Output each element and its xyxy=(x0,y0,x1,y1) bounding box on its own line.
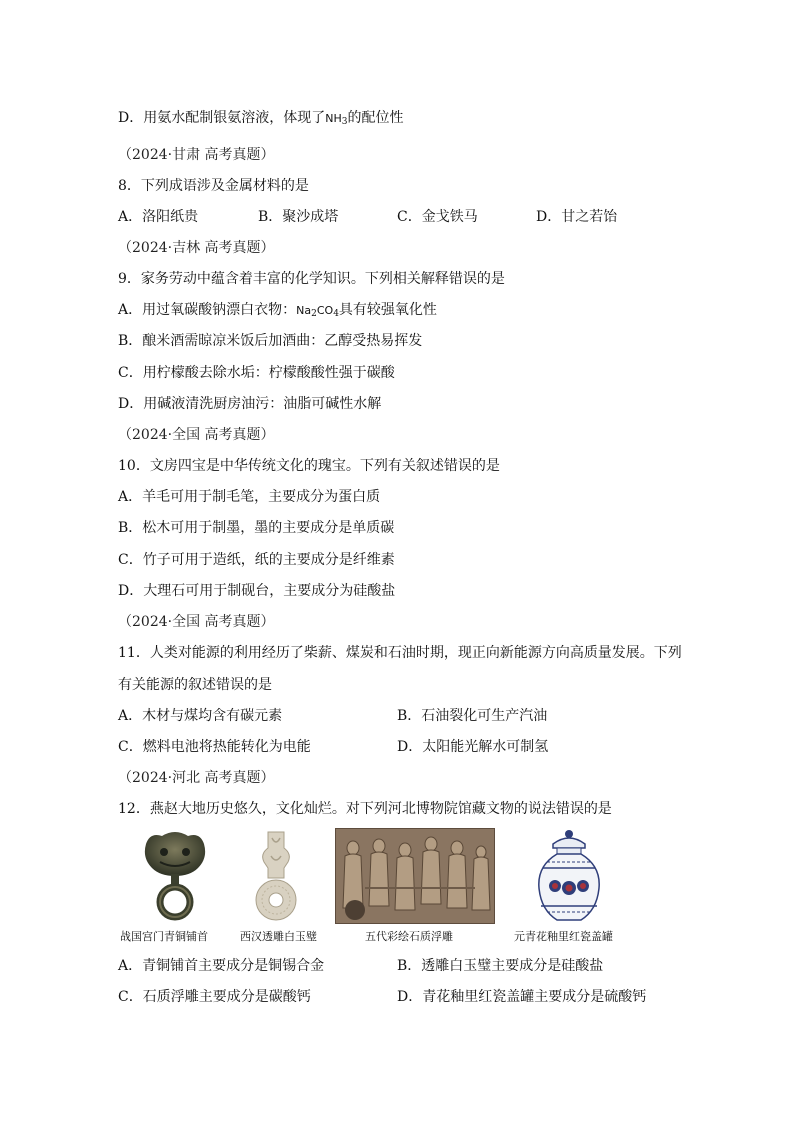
q11-stem-line2: 有关能源的叙述错误的是 xyxy=(118,677,272,693)
q9-option-a-text: A．用过氧碳酸钠漂白衣物： xyxy=(118,302,297,318)
caption-stone-relief: 五代彩绘石质浮雕 xyxy=(365,930,453,943)
chem-sub: 2 xyxy=(311,309,317,319)
q9-option-d: D．用碱液清洗厨房油污：油脂可碱性水解 xyxy=(118,396,382,412)
q9-stem: 9．家务劳动中蕴含着丰富的化学知识。下列相关解释错误的是 xyxy=(118,271,505,287)
q8-option-a: A．洛阳纸贵 xyxy=(118,209,199,225)
source-q9: （2024·吉林 高考真题） xyxy=(118,240,275,256)
source-q11: （2024·全国 高考真题） xyxy=(118,614,275,630)
q9-option-c: C．用柠檬酸去除水垢：柠檬酸酸性强于碳酸 xyxy=(118,365,395,381)
q10-option-a: A．羊毛可用于制毛笔，主要成分为蛋白质 xyxy=(118,489,381,505)
q12-option-a: A．青铜铺首主要成分是铜锡合金 xyxy=(118,958,325,974)
q12-stem: 12．燕赵大地历史悠久，文化灿烂。对下列河北博物院馆藏文物的说法错误的是 xyxy=(118,801,612,817)
chem-sub: 4 xyxy=(333,309,339,319)
caption-jade-bi: 西汉透雕白玉璧 xyxy=(240,930,317,943)
porcelain-jar-image xyxy=(533,826,605,924)
q7-option-d xyxy=(118,109,403,131)
q9-option-a xyxy=(118,301,437,323)
chem-na: Na xyxy=(296,304,312,317)
q10-option-c: C．竹子可用于造纸，纸的主要成分是纤维素 xyxy=(118,552,395,568)
q10-option-b: B．松木可用于制墨，墨的主要成分是单质碳 xyxy=(118,520,395,536)
q11-option-c: C．燃料电池将热能转化为电能 xyxy=(118,739,311,755)
stone-relief-image xyxy=(335,828,495,924)
q8-option-d: D．甘之若饴 xyxy=(536,209,618,225)
q7-option-d-tail: 的配位性 xyxy=(347,110,404,126)
caption-porcelain-jar: 元青花釉里红瓷盖罐 xyxy=(514,930,613,943)
caption-bronze-knocker: 战国宫门青铜铺首 xyxy=(120,930,208,943)
q7-option-d-text: D．用氨水配制银氨溶液，体现了 xyxy=(118,110,326,126)
q9-option-b: B．酿米酒需晾凉米饭后加酒曲：乙醇受热易挥发 xyxy=(118,333,423,349)
source-q8: （2024·甘肃 高考真题） xyxy=(118,147,275,163)
q12-option-b: B．透雕白玉璧主要成分是硅酸盐 xyxy=(397,958,604,974)
q12-option-c: C．石质浮雕主要成分是碳酸钙 xyxy=(118,989,311,1005)
chem-nh: NH xyxy=(325,112,342,125)
q11-option-d: D．太阳能光解水可制氢 xyxy=(397,739,549,755)
chem-co: CO xyxy=(316,304,334,317)
source-q10: （2024·全国 高考真题） xyxy=(118,427,275,443)
q11-option-b: B．石油裂化可生产汽油 xyxy=(397,708,548,724)
jade-bi-image xyxy=(254,828,298,924)
q10-option-d: D．大理石可用于制砚台，主要成分为硅酸盐 xyxy=(118,583,396,599)
q9-option-a-tail: 具有较强氧化性 xyxy=(338,302,437,318)
q11-stem-line1: 11．人类对能源的利用经历了柴薪、煤炭和石油时期，现正向新能源方向高质量发展。下列 xyxy=(118,645,682,661)
q8-stem: 8．下列成语涉及金属材料的是 xyxy=(118,178,309,194)
bronze-knocker-image xyxy=(140,830,210,922)
q8-option-c: C．金戈铁马 xyxy=(397,209,478,225)
q11-option-a: A．木材与煤均含有碳元素 xyxy=(118,708,283,724)
q8-option-b: B．聚沙成塔 xyxy=(258,209,339,225)
q12-option-d: D．青花釉里红瓷盖罐主要成分是硫酸钙 xyxy=(397,989,647,1005)
chem-sub: 3 xyxy=(341,117,348,127)
q10-stem: 10．文房四宝是中华传统文化的瑰宝。下列有关叙述错误的是 xyxy=(118,458,500,474)
source-q12: （2024·河北 高考真题） xyxy=(118,770,275,786)
